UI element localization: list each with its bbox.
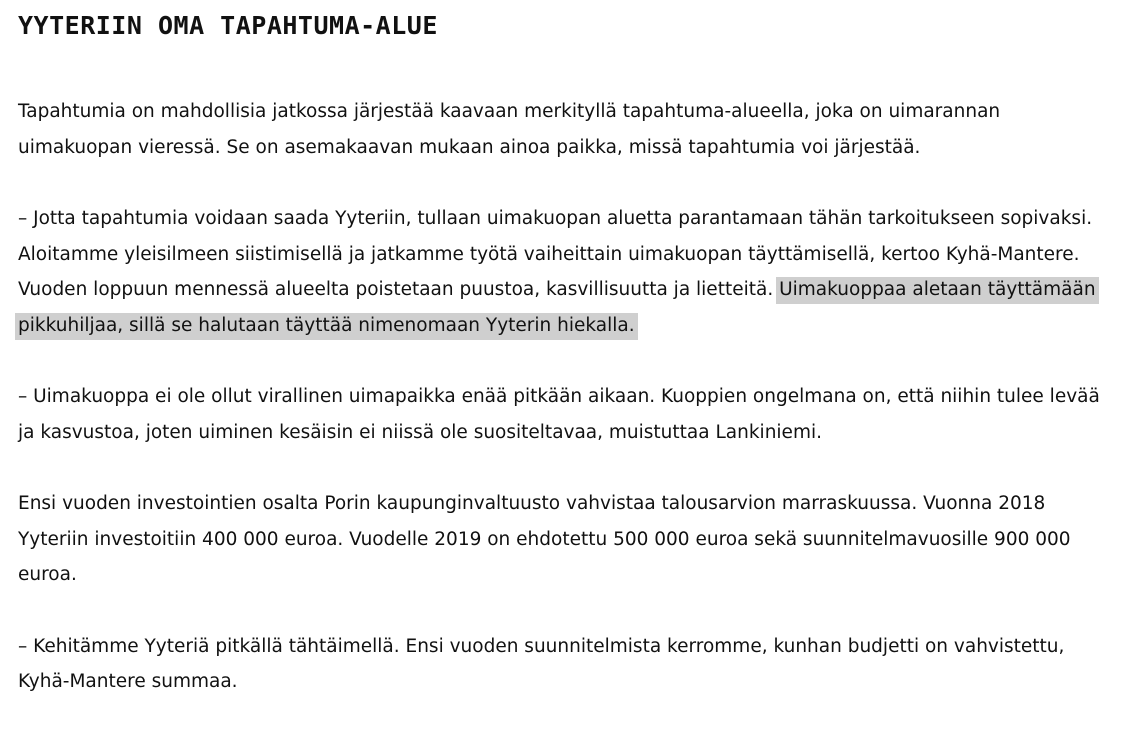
paragraph-quote-development: – Kehitämme Yyteriä pitkällä tähtäimellä. Ensi vuoden suunnitelmista kerromme, kunhan budjetti on vahvistettu, Kyhä-Mantere summaa. [18,635,1065,692]
paragraph-text: Vuoden loppuun mennessä alueelta poistetaan puustoa, kasvillisuutta ja lietteitä. [18,279,774,300]
article-body [18,0,1108,700]
quote-text: – Jotta tapahtumia voidaan saada Yyteriin, tullaan uimakuopan aluetta parantamaan tähän tarkoitukseen sopivaksi. Aloitamme yleisilmeen siistimisellä ja jatkamme työtä vaiheittain uimakuopan täyttämisellä, kertoo Kyhä-Mantere. [18,208,1093,265]
paragraph-event-area: Tapahtumia on mahdollisia jatkossa järjestää kaavaan merkityllä tapahtuma-alueella, joka on uimarannan uimakuopan vieressä. Se on asemakaavan mukaan ainoa paikka, missä tapahtumia voi järjestää. [18,101,1001,158]
paragraph-quote-improvements [18,201,1108,343]
paragraph-investments: Ensi vuoden investointien osalta Porin kaupunginvaltuusto vahvistaa talousarvion marraskuussa. Vuonna 2018 Yyteriin investoitiin 400 000 euroa. Vuodelle 2019 on ehdotettu 500 000 euroa sekä suunnitelmavuosille 900 000 euroa. [18,493,1071,585]
paragraph-quote-swimming-pit: – Uimakuoppa ei ole ollut virallinen uimapaikka enää pitkään aikaan. Kuoppien ongelmana on, että niihin tulee levää ja kasvustoa, joten uiminen kesäisin ei niissä ole suositeltavaa, muistuttaa Lankiniemi. [18,386,1100,443]
section-heading: YYTERIIN OMA TAPAHTUMA-ALUE [18,11,438,40]
highlighted-text: Uimakuoppaa aletaan täyttämään pikkuhiljaa, sillä se halutaan täyttää nimenomaan Yyterin hiekalla. [15,277,1099,340]
